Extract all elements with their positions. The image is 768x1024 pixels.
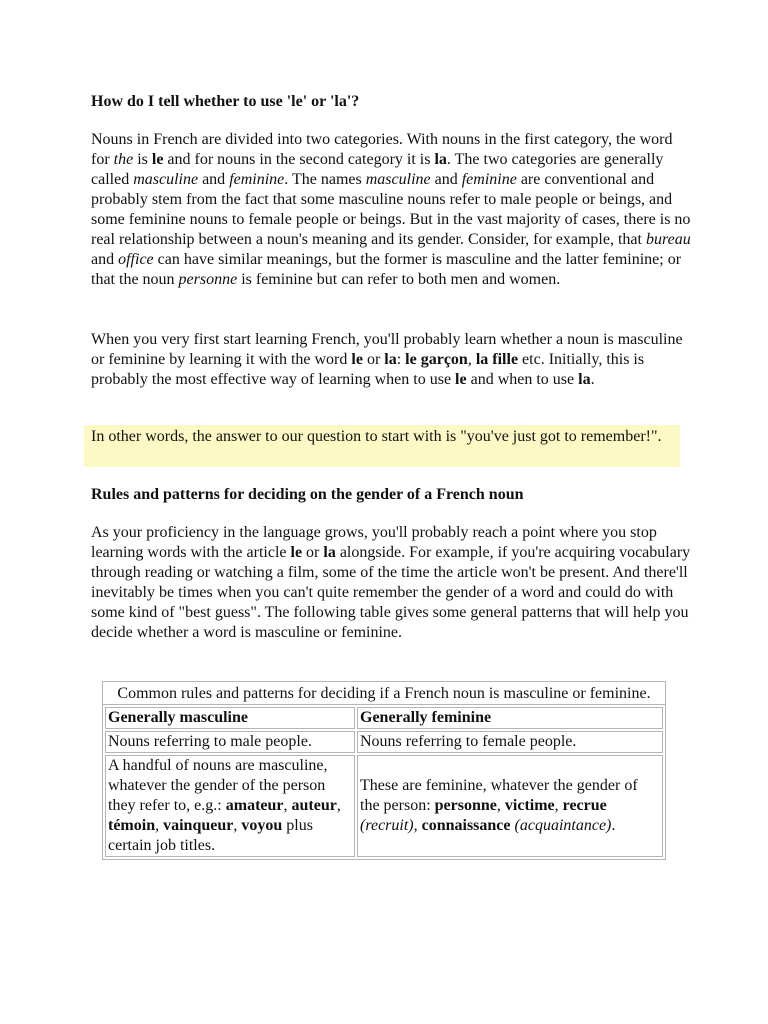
table-caption: Common rules and patterns for deciding if a French noun is masculine or feminine. <box>102 681 666 704</box>
cell-masculine-exceptions: A handful of nouns are masculine, whatever the gender of the person they refer to, e.g.: amateur, auteur, témoin, vainqueur, voyou plus certain job titles. <box>105 755 355 857</box>
table-row <box>105 755 663 857</box>
heading-le-or-la: How do I tell whether to use 'le' or 'la'? <box>91 93 360 110</box>
gender-rules-table <box>102 681 666 860</box>
header-generally-masculine: Generally masculine <box>105 707 355 729</box>
cell-masculine-people: Nouns referring to male people. <box>105 731 355 753</box>
heading-rules-and-patterns: Rules and patterns for deciding on the gender of a French noun <box>91 486 524 503</box>
cell-feminine-people: Nouns referring to female people. <box>357 731 663 753</box>
paragraph-noun-categories: Nouns in French are divided into two categories. With nouns in the first category, the word for the is le and for nouns in the second category it is la. The two categories are generally called masculine and feminine. The names masculine and feminine are conventional and probably stem from the fact that some masculine nouns refer to male people or beings, and some feminine nouns to female people or beings. But in the vast majority of cases, there is no real relationship between a noun's meaning and its gender. Consider, for example, that bureau and office can have similar meanings, but the former is masculine and the latter feminine; or that the noun personne is feminine but can refer to both men and women. <box>91 131 691 288</box>
table-header-row <box>105 707 663 729</box>
header-generally-feminine: Generally feminine <box>357 707 663 729</box>
cell-feminine-exceptions: These are feminine, whatever the gender of the person: personne, victime, recrue (recruit), connaissance (acquaintance). <box>357 755 663 857</box>
table-row <box>105 731 663 753</box>
paragraph-learning-with-article: When you very first start learning French, you'll probably learn whether a noun is masculine or feminine by learning it with the word le or la: le garçon, la fille etc. Initially, this is probably the most effective way of learning when to use le and when to use la. <box>91 331 683 388</box>
paragraph-best-guess: As your proficiency in the language grows, you'll probably reach a point where you stop learning words with the article le or la alongside. For example, if you're acquiring vocabulary through reading or watching a film, some of the time the article won't be present. And there'll inevitably be times when you can't quite remember the gender of a word and could do with some kind of "best guess". The following table gives some general patterns that will help you decide whether a word is masculine or feminine. <box>91 524 691 641</box>
highlighted-note-text: In other words, the answer to our question to start with is "you've just got to remember!". <box>91 428 662 445</box>
highlighted-note <box>84 425 680 467</box>
